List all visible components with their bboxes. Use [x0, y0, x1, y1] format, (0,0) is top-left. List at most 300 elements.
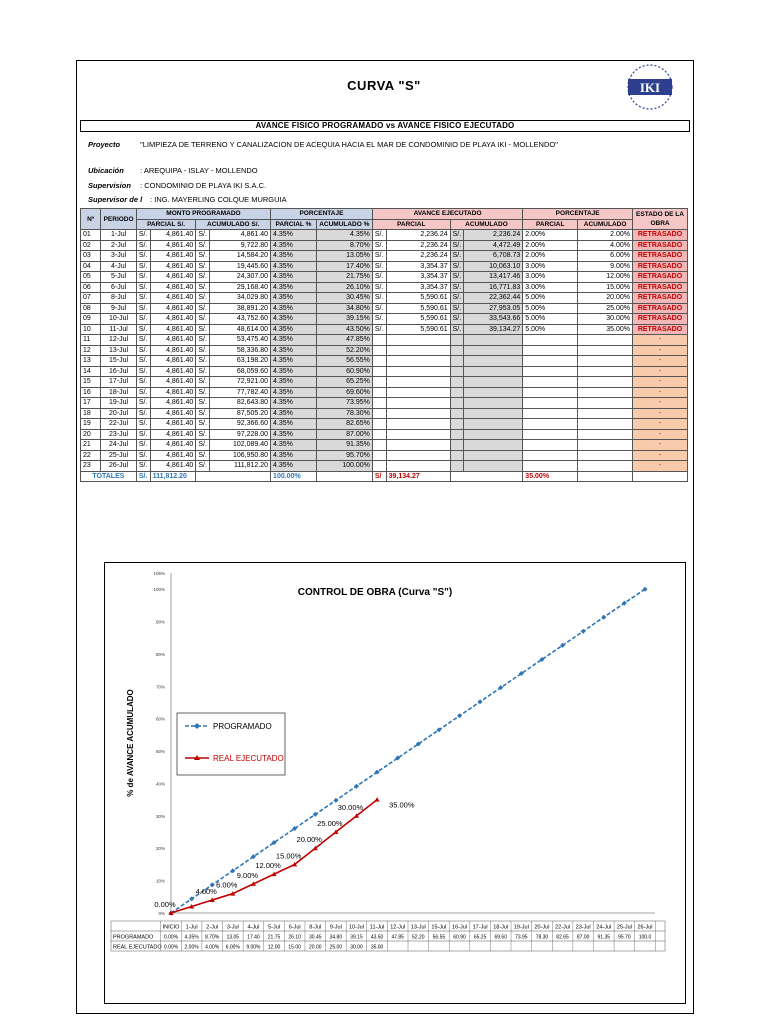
table-cell: 30.45% — [316, 293, 372, 304]
table-cell: 11 — [81, 335, 101, 346]
table-cell — [450, 450, 464, 461]
table-cell — [372, 461, 386, 472]
table-cell: 5,590.61 — [386, 314, 450, 325]
table-cell — [523, 450, 578, 461]
table-cell — [578, 366, 633, 377]
table-cell: 16 — [81, 387, 101, 398]
chart-table-cell: 65.25 — [473, 934, 487, 941]
table-cell — [450, 440, 464, 451]
table-cell: 4.35% — [316, 230, 372, 241]
table-cell: 65.25% — [316, 377, 372, 388]
data-label: 25.00% — [317, 819, 343, 829]
table-cell — [386, 377, 450, 388]
table-cell — [450, 398, 464, 409]
table-cell — [523, 419, 578, 430]
table-cell — [578, 377, 633, 388]
chart-table-cell: 21.75 — [267, 934, 281, 941]
table-row — [81, 450, 688, 461]
table-cell — [386, 450, 450, 461]
x-tick-label: 15-Jul — [431, 924, 447, 931]
document-title: CURVA "S" — [347, 78, 421, 93]
table-cell: 4,861.40 — [150, 314, 196, 325]
y-axis-label: % de AVANCE ACUMULADO — [126, 689, 135, 797]
table-cell: S/. — [372, 251, 386, 262]
chart-table-cell: 6.00% — [225, 944, 240, 951]
chart-table-cell: 8.70% — [205, 934, 220, 941]
table-cell — [450, 356, 464, 367]
table-cell: 2.00% — [523, 240, 578, 251]
table-cell: 29,168.40 — [210, 282, 271, 293]
table-cell: 12-Jul — [101, 335, 137, 346]
table-cell: 20.00% — [578, 293, 633, 304]
table-cell: 72,921.00 — [210, 377, 271, 388]
table-cell — [386, 387, 450, 398]
x-tick-label: 19-Jul — [513, 924, 529, 931]
x-tick-label: 18-Jul — [493, 924, 509, 931]
table-cell: 35.00% — [578, 324, 633, 335]
y-tick-label: 105% — [153, 571, 165, 576]
y-tick-label: 0% — [158, 911, 165, 916]
chart-table-cell: 13.05 — [226, 934, 240, 941]
table-cell — [450, 429, 464, 440]
table-cell: S/. — [372, 324, 386, 335]
chart-table-cell: 60.90 — [453, 934, 466, 941]
table-cell: 02 — [81, 240, 101, 251]
table-cell: S/. — [136, 450, 150, 461]
table-cell: S/. — [372, 272, 386, 283]
chart-table-cell: 82.65 — [556, 934, 569, 941]
table-cell: S/. — [196, 419, 210, 430]
table-cell: 17-Jul — [101, 377, 137, 388]
chart-table-cell: 2.00% — [184, 944, 199, 951]
data-point — [601, 615, 606, 620]
table-cell: 5.00% — [523, 303, 578, 314]
ubicacion-value: : AREQUIPA - ISLAY - MOLLENDO — [140, 166, 258, 175]
table-cell — [464, 366, 523, 377]
status-badge: - — [633, 335, 688, 346]
table-cell: 78.30% — [316, 408, 372, 419]
table-cell — [464, 377, 523, 388]
table-cell: 01 — [81, 230, 101, 241]
table-cell: 07 — [81, 293, 101, 304]
table-cell: 18-Jul — [101, 387, 137, 398]
table-cell: S/. — [196, 272, 210, 283]
status-badge: RETRASADO — [633, 261, 688, 272]
table-cell — [523, 356, 578, 367]
table-cell — [386, 345, 450, 356]
h-parcial-s: PARCIAL S/. — [136, 219, 195, 230]
table-cell: 21 — [81, 440, 101, 451]
chart-svg — [105, 563, 685, 1003]
table-cell — [386, 408, 450, 419]
table-cell: 39.15% — [316, 314, 372, 325]
table-cell: 4.00% — [578, 240, 633, 251]
table-cell: S/. — [136, 429, 150, 440]
table-cell — [372, 440, 386, 451]
table-cell — [450, 335, 464, 346]
table-cell: S/. — [196, 240, 210, 251]
table-cell: 4.35% — [271, 461, 317, 472]
table-cell: 3.00% — [523, 261, 578, 272]
table-cell: 2,236.24 — [386, 251, 450, 262]
chart-table-cell: 78.30 — [535, 934, 549, 941]
table-cell: 53,475.40 — [210, 335, 271, 346]
table-cell: 9.00% — [578, 261, 633, 272]
table-cell: S/. — [450, 240, 464, 251]
tot-monto-cur: S/. — [136, 471, 150, 482]
table-cell — [450, 408, 464, 419]
chart-table-cell: 35.00 — [370, 944, 384, 951]
table-cell: 05 — [81, 272, 101, 283]
x-tick-label: 12-Jul — [390, 924, 406, 931]
table-cell: S/. — [372, 314, 386, 325]
table-cell: 73.95% — [316, 398, 372, 409]
info-supervision — [88, 181, 266, 190]
data-label: 20.00% — [296, 835, 322, 845]
table-cell: 97,228.00 — [210, 429, 271, 440]
table-cell: S/. — [196, 461, 210, 472]
logo-text: IKI — [639, 80, 661, 95]
status-badge: - — [633, 377, 688, 388]
table-cell — [372, 335, 386, 346]
table-cell: 4.35% — [271, 293, 317, 304]
table-cell: 4.35% — [271, 335, 317, 346]
chart-table-cell: 15.00 — [288, 944, 301, 951]
table-cell: S/. — [450, 314, 464, 325]
data-label: 30.00% — [337, 802, 364, 812]
status-badge: - — [633, 398, 688, 409]
table-cell: 19-Jul — [101, 398, 137, 409]
table-cell: S/. — [136, 461, 150, 472]
x-tick-label: 5-Jul — [268, 924, 281, 931]
table-cell: S/. — [196, 230, 210, 241]
table-cell: S/. — [136, 419, 150, 430]
table-cell — [523, 429, 578, 440]
table-cell: 82,643.80 — [210, 398, 271, 409]
chart-table-cell: 30.00 — [350, 944, 363, 951]
table-cell: 3,354.37 — [386, 282, 450, 293]
table-cell: 6.00% — [578, 251, 633, 262]
table-row — [81, 240, 688, 251]
subtitle-bar: AVANCE FISICO PROGRAMADO vs AVANCE FISICO EJECUTADO — [80, 120, 690, 132]
chart-table-row-label: PROGRAMADO — [113, 934, 154, 941]
table-cell: 82.65% — [316, 419, 372, 430]
table-cell: 4.35% — [271, 230, 317, 241]
table-cell: S/. — [196, 251, 210, 262]
chart-table-cell: 25.00 — [329, 944, 343, 951]
table-cell: 4,861.40 — [150, 324, 196, 335]
table-cell: S/. — [196, 345, 210, 356]
table-cell: 22 — [81, 450, 101, 461]
table-cell: 43,752.60 — [210, 314, 271, 325]
table-cell: 2.00% — [523, 251, 578, 262]
table-cell: S/. — [136, 440, 150, 451]
h-parcial-pct: PARCIAL % — [271, 219, 317, 230]
table-cell: 4.35% — [271, 251, 317, 262]
chart-table-cell: 73.95 — [515, 934, 528, 941]
status-badge: - — [633, 419, 688, 430]
table-row — [81, 293, 688, 304]
table-row — [81, 440, 688, 451]
table-cell: 10,063.10 — [464, 261, 523, 272]
table-cell — [578, 408, 633, 419]
table-cell: S/. — [136, 324, 150, 335]
status-badge: RETRASADO — [633, 303, 688, 314]
table-cell: S/. — [136, 377, 150, 388]
table-cell: 4.35% — [271, 398, 317, 409]
data-label: 9.00% — [236, 870, 259, 880]
table-cell: 47.85% — [316, 335, 372, 346]
table-cell: 60.90% — [316, 366, 372, 377]
tot-pct: 100.00% — [271, 471, 317, 482]
table-cell: 12 — [81, 345, 101, 356]
table-cell: 2,236.24 — [386, 230, 450, 241]
x-tick-label: 2-Jul — [206, 924, 219, 931]
table-cell — [372, 366, 386, 377]
table-cell: S/. — [136, 408, 150, 419]
table-cell: S/. — [196, 314, 210, 325]
table-cell: 63,198.20 — [210, 356, 271, 367]
table-cell: 22-Jul — [101, 419, 137, 430]
y-tick-label: 80% — [155, 651, 165, 657]
table-cell — [578, 419, 633, 430]
status-badge: - — [633, 345, 688, 356]
table-cell: S/. — [136, 387, 150, 398]
table-cell: S/. — [372, 282, 386, 293]
table-row — [81, 251, 688, 262]
table-cell: 3,354.37 — [386, 261, 450, 272]
table-cell: 4,861.40 — [150, 461, 196, 472]
table-cell: 15 — [81, 377, 101, 388]
table-cell: S/. — [136, 272, 150, 283]
table-cell — [372, 356, 386, 367]
x-tick-label: 24-Jul — [596, 924, 612, 931]
table-cell: 4,861.40 — [150, 251, 196, 262]
table-cell: 4.35% — [271, 377, 317, 388]
table-cell — [450, 419, 464, 430]
table-cell: 18 — [81, 408, 101, 419]
table-cell: 4,861.40 — [150, 303, 196, 314]
tot-avance-cur: S/ — [372, 471, 386, 482]
table-cell — [578, 335, 633, 346]
table-cell: 03 — [81, 251, 101, 262]
table-cell: 13-Jul — [101, 345, 137, 356]
table-row — [81, 261, 688, 272]
table-cell: 111,812.20 — [210, 461, 271, 472]
table-row — [81, 272, 688, 283]
status-badge: - — [633, 387, 688, 398]
chart-table-cell: 26.10 — [288, 934, 301, 941]
table-cell: 21.75% — [316, 272, 372, 283]
table-cell: S/. — [372, 303, 386, 314]
table-cell: S/. — [196, 398, 210, 409]
chart-table-cell: 4.00% — [205, 944, 220, 951]
table-cell: S/. — [450, 293, 464, 304]
table-cell: 4.35% — [271, 419, 317, 430]
table-cell: 56.55% — [316, 356, 372, 367]
table-cell: S/. — [196, 303, 210, 314]
table-cell: 39,134.27 — [464, 324, 523, 335]
table-row — [81, 419, 688, 430]
chart-table-cell: 95.70 — [618, 934, 631, 941]
table-cell — [523, 461, 578, 472]
curva-s-chart — [104, 562, 686, 1004]
chart-table-cell: 69.60 — [494, 934, 507, 941]
table-cell: 4,861.40 — [150, 377, 196, 388]
chart-table-cell: 17.40 — [247, 934, 260, 941]
table-cell: 4.35% — [271, 282, 317, 293]
x-tick-label: 3-Jul — [226, 924, 239, 931]
status-badge: RETRASADO — [633, 293, 688, 304]
table-cell: 1-Jul — [101, 230, 137, 241]
x-tick-label: 23-Jul — [575, 924, 591, 931]
y-tick-label: 20% — [155, 846, 165, 852]
table-cell: S/. — [136, 303, 150, 314]
table-cell: 26.10% — [316, 282, 372, 293]
chart-table-cell: 12.00 — [267, 944, 281, 951]
table-row — [81, 230, 688, 241]
table-cell: S/. — [196, 261, 210, 272]
chart-table-cell: 20.00 — [309, 944, 322, 951]
table-cell: 08 — [81, 303, 101, 314]
table-cell: S/. — [136, 345, 150, 356]
table-cell: 3,354.37 — [386, 272, 450, 283]
table-cell — [450, 461, 464, 472]
info-ubicacion — [88, 166, 258, 175]
data-label: 12.00% — [255, 861, 281, 871]
table-cell — [372, 429, 386, 440]
table-cell: 100.00% — [316, 461, 372, 472]
table-cell: 87.00% — [316, 429, 372, 440]
table-row — [81, 356, 688, 367]
supervisor-value: : ING. MAYERLING COLQUE MURGUIA — [150, 195, 287, 204]
status-badge: - — [633, 356, 688, 367]
table-cell: 23 — [81, 461, 101, 472]
table-cell: S/. — [136, 314, 150, 325]
table-cell — [523, 440, 578, 451]
table-cell: 43.50% — [316, 324, 372, 335]
table-cell: 6-Jul — [101, 282, 137, 293]
table-cell: 09 — [81, 314, 101, 325]
table-cell: 16,771.83 — [464, 282, 523, 293]
table-cell — [386, 398, 450, 409]
proyecto-label: Proyecto — [88, 140, 121, 149]
table-cell: 26-Jul — [101, 461, 137, 472]
chart-table-row-label: REAL EJECUTADO — [113, 944, 162, 951]
status-badge: - — [633, 408, 688, 419]
ubicacion-label: Ubicación — [88, 166, 124, 175]
table-cell: 23-Jul — [101, 429, 137, 440]
h-acumulado-pct: ACUMULADO % — [316, 219, 372, 230]
table-cell — [578, 461, 633, 472]
table-cell — [464, 429, 523, 440]
table-cell: 2.00% — [523, 230, 578, 241]
h-estado: ESTADO DE LA OBRA — [633, 209, 688, 230]
table-cell: 6,708.73 — [464, 251, 523, 262]
table-cell: 4,861.40 — [150, 293, 196, 304]
y-tick-label: 50% — [155, 749, 165, 755]
table-cell — [523, 377, 578, 388]
table-cell: S/. — [136, 293, 150, 304]
table-cell: 4,861.40 — [150, 282, 196, 293]
table-cell: 4.35% — [271, 261, 317, 272]
table-cell — [464, 450, 523, 461]
chart-table-cell: 47.85 — [391, 934, 404, 941]
y-tick-label: 60% — [155, 716, 165, 722]
table-cell: 15.00% — [578, 282, 633, 293]
table-cell: 19,445.60 — [210, 261, 271, 272]
table-cell: 4.35% — [271, 440, 317, 451]
table-cell — [578, 450, 633, 461]
table-cell: 3-Jul — [101, 251, 137, 262]
table-cell: 4.35% — [271, 366, 317, 377]
table-row — [81, 398, 688, 409]
x-tick-label: 10-Jul — [348, 924, 364, 931]
status-badge: RETRASADO — [633, 251, 688, 262]
table-cell: S/. — [196, 408, 210, 419]
legend-programado-label: PROGRAMADO — [213, 722, 272, 731]
table-cell — [523, 366, 578, 377]
table-cell — [578, 356, 633, 367]
legend-real-label: REAL EJECUTADO — [213, 754, 284, 763]
table-row — [81, 366, 688, 377]
table-cell — [578, 345, 633, 356]
y-tick-label: 70% — [155, 684, 165, 690]
y-tick-label: 40% — [155, 781, 165, 787]
x-tick-label: 16-Jul — [452, 924, 468, 931]
table-cell: 4,861.40 — [150, 345, 196, 356]
table-cell — [386, 335, 450, 346]
status-badge: - — [633, 429, 688, 440]
status-badge: - — [633, 366, 688, 377]
proyecto-value: "LIMPIEZA DE TERRENO Y CANALIZACION DE ACEQUIA HACIA EL MAR DE CONDOMINIO DE PLAYA IKI - MOLLENDO" — [140, 140, 558, 149]
table-cell: 33,543.66 — [464, 314, 523, 325]
h-parcial: PARCIAL — [372, 219, 450, 230]
table-cell: 8-Jul — [101, 293, 137, 304]
table-cell — [372, 377, 386, 388]
table-cell: S/. — [196, 366, 210, 377]
table-cell: 34.80% — [316, 303, 372, 314]
table-cell: 4.35% — [271, 240, 317, 251]
table-cell: 9-Jul — [101, 303, 137, 314]
table-cell: 4,861.40 — [150, 240, 196, 251]
table-cell: S/. — [136, 366, 150, 377]
table-cell — [386, 419, 450, 430]
chart-table-cell: 87.00 — [576, 934, 590, 941]
table-cell: 92,366.60 — [210, 419, 271, 430]
table-cell: S/. — [196, 387, 210, 398]
table-cell: 4.35% — [271, 408, 317, 419]
table-cell: 2,236.24 — [386, 240, 450, 251]
table-cell: 24,307.00 — [210, 272, 271, 283]
table-cell: S/. — [196, 450, 210, 461]
x-tick-label: 20-Jul — [534, 924, 550, 931]
table-cell: S/. — [136, 335, 150, 346]
table-cell: 4.35% — [271, 356, 317, 367]
table-cell — [523, 408, 578, 419]
table-cell: 17 — [81, 398, 101, 409]
table-cell — [450, 366, 464, 377]
x-tick-label: 6-Jul — [288, 924, 301, 931]
table-cell: 20-Jul — [101, 408, 137, 419]
table-cell: S/. — [136, 251, 150, 262]
table-cell: 17.40% — [316, 261, 372, 272]
h-periodo: PERIODO — [101, 209, 137, 230]
y-tick-label: 90% — [155, 619, 165, 625]
chart-title: CONTROL DE OBRA (Curva "S") — [297, 587, 453, 598]
chart-table-cell: 91.35 — [597, 934, 611, 941]
status-badge: - — [633, 450, 688, 461]
